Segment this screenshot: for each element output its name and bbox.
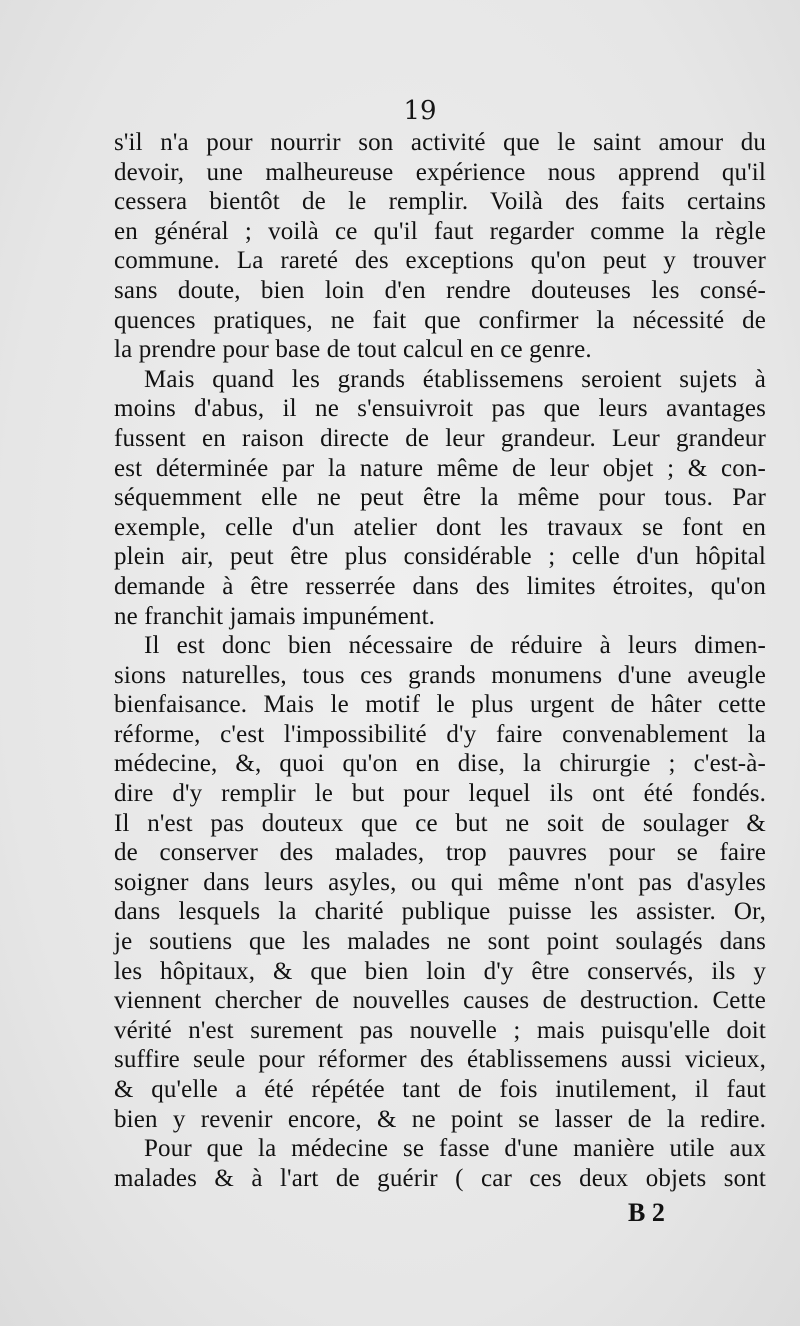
- text-line: demande à être resserrée dans des limites étroites, qu'on: [114, 572, 766, 600]
- text-line: & qu'elle a été répétée tant de fois inutilement, il faut: [114, 1076, 766, 1103]
- text-line: suffire seule pour réformer des établissemens aussi vicieux,: [114, 1046, 766, 1074]
- text-line: Pour que la médecine se fasse d'une manière utile aux: [144, 1135, 766, 1163]
- text-line: bien y revenir encore, & ne point se lasser de la redire.: [114, 1105, 766, 1133]
- text-line: Mais quand les grands établissemens seroient sujets à: [144, 365, 766, 393]
- text-line: sans doute, bien loin d'en rendre douteuses les consé-: [114, 276, 766, 304]
- text-line: malades & à l'art de guérir ( car ces deux objets sont: [114, 1164, 766, 1192]
- text-line: les hôpitaux, & que bien loin d'y être conservés, ils y: [114, 957, 766, 985]
- text-line: est déterminée par la nature même de leur objet ; & con-: [114, 454, 766, 482]
- text-line: exemple, celle d'un atelier dont les travaux se font en: [114, 513, 766, 541]
- text-line: cessera bientôt de le remplir. Voilà des faits certains: [114, 188, 766, 216]
- text-line: quences pratiques, ne fait que confirmer la nécessité de: [114, 306, 766, 334]
- text-line: séquemment elle ne peut être la même pour tous. Par: [114, 484, 766, 512]
- text-line: dire d'y remplir le but pour lequel ils ont été fondés.: [114, 780, 766, 808]
- text-line: bienfaisance. Mais le motif le plus urgent de hâter cette: [114, 691, 766, 719]
- text-line: devoir, une malheureuse expérience nous apprend qu'il: [114, 158, 766, 186]
- text-line: médecine, &, quoi qu'on en dise, la chirurgie ; c'est-à-: [114, 750, 766, 778]
- text-line: viennent chercher de nouvelles causes de destruction. Cette: [114, 987, 766, 1015]
- text-line: vérité n'est surement pas nouvelle ; mais puisqu'elle doit: [114, 1016, 766, 1044]
- text-line: sions naturelles, tous ces grands monumens d'une aveugle: [114, 661, 766, 689]
- text-line: en général ; voilà ce qu'il faut regarder comme la règle: [114, 217, 766, 245]
- body-text: [114, 128, 766, 1193]
- text-line: ne franchit jamais impunément.: [114, 602, 436, 630]
- text-line: de conserver des malades, trop pauvres pour se faire: [114, 839, 766, 867]
- text-line: la prendre pour base de tout calcul en ce genre.: [114, 336, 592, 364]
- text-line: Il est donc bien nécessaire de réduire à leurs dimen-: [144, 632, 766, 660]
- text-line: je soutiens que les malades ne sont point soulagés dans: [114, 928, 766, 956]
- text-line: s'il n'a pour nourrir son activité que le saint amour du: [114, 129, 766, 156]
- text-line: moins d'abus, il ne s'ensuivroit pas que leurs avantages: [114, 395, 766, 423]
- text-line: Il n'est pas douteux que ce but ne soit de soulager &: [114, 809, 766, 837]
- text-line: soigner dans leurs asyles, ou qui même n'ont pas d'asyles: [114, 868, 766, 896]
- text-line: réforme, c'est l'impossibilité d'y faire convenablement la: [114, 720, 766, 748]
- signature-mark: B 2: [628, 1198, 665, 1227]
- text-line: plein air, peut être plus considérable ; celle d'un hôpital: [114, 543, 766, 571]
- text-line: commune. La rareté des exceptions qu'on peut y trouver: [114, 247, 766, 275]
- text-line: dans lesquels la charité publique puisse les assister. Or,: [114, 898, 766, 926]
- page-number: 19: [403, 96, 437, 126]
- text-line: fussent en raison directe de leur grandeur. Leur grandeur: [114, 424, 766, 452]
